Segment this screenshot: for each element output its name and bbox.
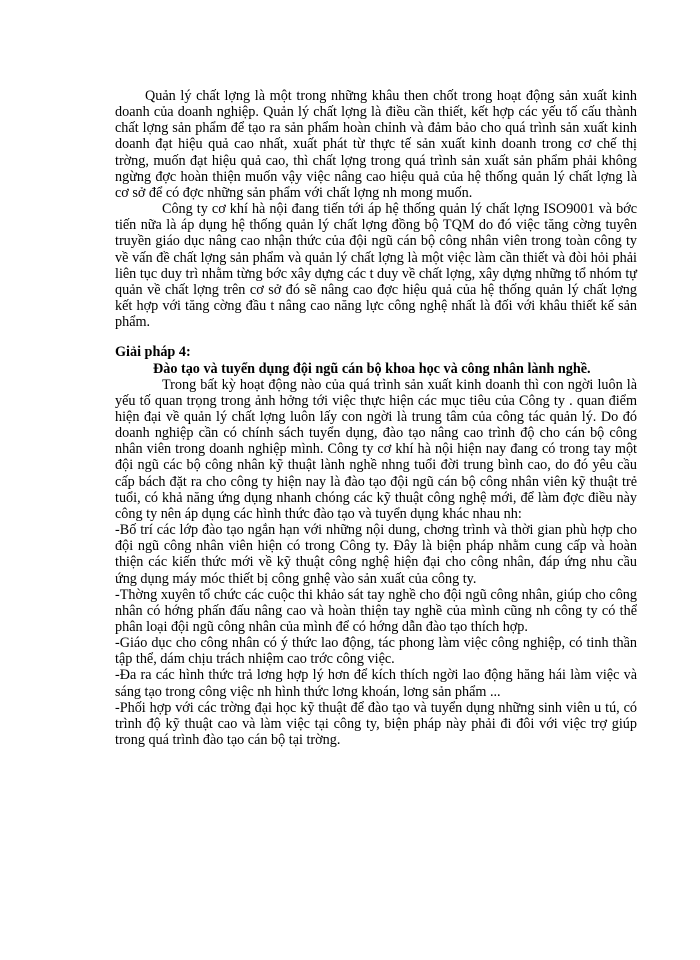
bullet-skill-contests: -Thờng xuyên tổ chức các cuộc thi khảo sát tay nghề cho đội ngũ công nhân, giúp cho công nhân có hớng phấn đấu nâng cao và hoàn thiện tay nghề của mình cũng nh công ty có thể phân loại đội ngũ công nhân của mình để có hớng dẫn đào tạo thích hợp. [115, 586, 637, 635]
paragraph-training-intro: Trong bất kỳ hoạt động nào của quá trình sản xuất kinh doanh thì con ngời luôn là yếu tố quan trọng trong ảnh hởng tới việc thực hiện các mục tiêu của Công ty . quan điểm hiện đại về quản lý chất lợng luôn lấy con ngời là trung tâm của công tác quản lý. Do đó doanh nghiệp cần có chính sách tuyển dụng, đào tạo nâng cao trình độ cho cán bộ công nhân viên trong doanh nghiệp mình. Công ty cơ khí hà nội hiện nay đang có trong tay một đội ngũ các bộ công nhân kỹ thuật lành nghề nhng tuổi đời trung bình cao, do đó yêu cầu cấp bách đặt ra cho công ty hiện nay là đào tạo đội ngũ cán bộ công nhân viên kỹ thuật trẻ tuổi, có khả năng ứng dụng nhanh chóng các kỹ thuật công nghệ mới, để làm đợc điều này công ty nên áp dụng các hình thức đào tạo và tuyển dụng khác nhau nh: [115, 376, 637, 522]
paragraph-iso9001: Công ty cơ khí hà nội đang tiến tới áp hệ thống quản lý chất lợng ISO9001 và bớc tiến nữa là áp dụng hệ thống quản lý chất lợng đồng bộ TQM do đó việc tăng cờng tuyên truyền giáo dục nâng cao nhận thức của đội ngũ cán bộ công nhân viên trong toàn công ty về vấn đề chất lợng sản phẩm và quản lý chất lợng là một việc làm cần thiết và đòi hỏi phải liên tục duy trì nhằm từng bớc xây dựng các t duy về chất lợng, xây dựng những tổ nhóm tự quản về chất lợng trên cơ sở đó sẽ nâng cao đợc hiệu quả của hệ thống quản lý chất lợng kết hợp với tăng cờng đầu t nâng cao năng lực công nghệ nhất là đối với khâu thiết kế sản phẩm. [115, 201, 637, 331]
paragraph-quality-management: Quản lý chất lợng là một trong những khâu then chốt trong hoạt động sản xuất kinh doanh của doanh nghiệp. Quản lý chất lợng là điều cần thiết, kết hợp các yếu tố cấu thành chất lợng sản phẩm để tạo ra sản phẩm hoàn chỉnh và đảm bảo cho quá trình sản xuất kinh doanh đạt hiệu quả cao nhất, xuất phát từ thực tế sản xuất kinh doanh trong cơ chế thị trờng, muốn đạt hiệu quả cao, thì chất lợng trong quá trình sản xuất sản phẩm phải không ngừng đợc hoàn thiện muốn vậy việc nâng cao hiệu quả của hệ thống quản lý chất lợng là cơ sở để có đợc những sản phẩm với chất lợng nh mong muốn. [115, 88, 637, 201]
section-heading: Giải pháp 4: [115, 344, 191, 361]
bullet-salary-forms: -Đa ra các hình thức trả lơng hợp lý hơn để kích thích ngời lao động hăng hái làm việc và sáng tạo trong công việc nh hình thức lơng khoán, lơng sản phẩm ... [115, 667, 637, 700]
bullet-labor-discipline: -Giáo dục cho công nhân có ý thức lao động, tác phong làm việc công nghiệp, có tinh thần tập thể, dám chịu trách nhiệm cao trớc công việc. [115, 635, 637, 668]
document-page [115, 88, 637, 748]
section-subheading: Đào tạo và tuyển dụng đội ngũ cán bộ khoa học và công nhân lành nghề. [153, 360, 591, 377]
bullet-short-courses: -Bố trí các lớp đào tạo ngắn hạn với những nội dung, chơng trình và thời gian phù hợp cho đội ngũ công nhân viên hiện có trong Công ty. Đây là biện pháp nhằm cung cấp và hoàn thiện các kiến thức mới về kỹ thuật công nghệ hiện đại cho công nhân, đáp ứng nhu cầu ứng dụng máy móc thiết bị công gnhệ vào sản xuất của công ty. [115, 522, 637, 587]
bullet-university-cooperation: -Phối hợp với các trờng đại học kỹ thuật để đào tạo và tuyển dụng những sinh viên u tú, có trình độ kỹ thuật cao và làm việc tại công ty, biện pháp này phải đi đôi với việc trợ giúp trong quá trình đào tạo cán bộ tại trờng. [115, 699, 637, 749]
